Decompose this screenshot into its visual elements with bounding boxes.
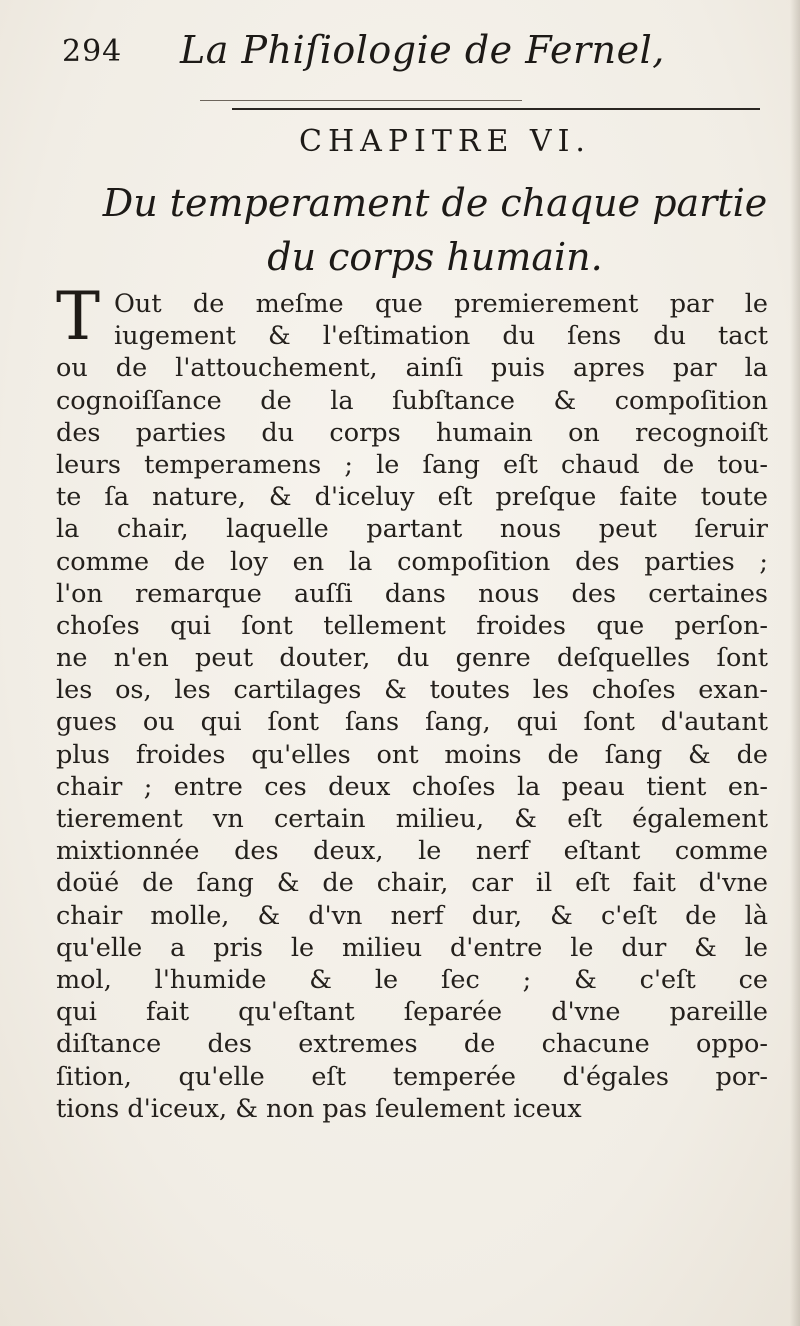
- text-line: choſes qui ſont tellement froides que perſon-: [56, 610, 768, 641]
- header-rule: [232, 108, 760, 110]
- text-line: doüé de ſang & de chair, car il eſt fait d'vne: [56, 868, 768, 899]
- text-line: Out de meſme que premierement par le: [114, 289, 768, 319]
- text-line: tions d'iceux, & non pas ſeulement iceux: [56, 1093, 582, 1124]
- chapter-title-line-2: du corps humain.: [267, 235, 603, 279]
- chapter-title: [0, 176, 800, 284]
- text-line: ſition, qu'elle eſt temperée d'égales por-: [56, 1061, 768, 1092]
- text-line: diſtance des extremes de chacune oppo-: [56, 1029, 768, 1060]
- text-line: leurs temperamens ; le ſang eſt chaud de tou-: [56, 449, 768, 480]
- text-line: plus froides qu'elles ont moins de ſang & de: [56, 739, 768, 770]
- text-line: chair molle, & d'vn nerf dur, & c'eſt de là: [56, 900, 768, 931]
- text-line: mol, l'humide & le ſec ; & c'eſt ce: [56, 964, 768, 995]
- text-line: comme de loy en la compoſition des parties ;: [56, 546, 768, 577]
- chapter-heading: CHAPITRE VI.: [299, 124, 591, 159]
- text-line: ne n'en peut douter, du genre deſquelles ſont: [56, 643, 768, 674]
- drop-cap: T: [56, 278, 101, 355]
- running-head: [62, 28, 762, 88]
- text-line: des parties du corps humain on recognoiſt: [56, 417, 768, 448]
- text-line: mixtionnée des deux, le nerf eſtant comme: [56, 836, 768, 867]
- text-line: les os, les cartilages & toutes les choſes exan-: [56, 675, 768, 706]
- text-line: qui fait qu'eſtant ſeparée d'vne pareille: [56, 997, 768, 1028]
- text-line: la chair, laquelle partant nous peut ſeruir: [56, 514, 768, 545]
- text-line: chair ; entre ces deux choſes la peau tient en-: [56, 771, 768, 802]
- text-line: tierement vn certain milieu, & eſt également: [56, 804, 768, 834]
- chapter-title-line-1: Du temperament de chaque partie: [102, 181, 768, 225]
- running-title: La Phiſiologie de Fernel,: [180, 28, 665, 72]
- page-number: 294: [62, 34, 123, 69]
- text-line: iugement & l'eſtimation du ſens du tact: [114, 321, 768, 352]
- text-line: l'on remarque auſſi dans nous des certaines: [56, 578, 768, 609]
- text-line: qu'elle a pris le milieu d'entre le dur & le: [56, 932, 768, 963]
- text-line: te ſa nature, & d'iceluy eſt preſque faite toute: [56, 482, 768, 513]
- text-line: gues ou qui ſont ſans ſang, qui ſont d'autant: [56, 707, 768, 738]
- header-rule-thin: [200, 100, 522, 101]
- text-line: cognoiſſance de la ſubſtance & compoſition: [56, 385, 768, 416]
- body-text: [56, 288, 768, 1125]
- text-line: ou de l'attouchement, ainſi puis apres par la: [56, 353, 768, 384]
